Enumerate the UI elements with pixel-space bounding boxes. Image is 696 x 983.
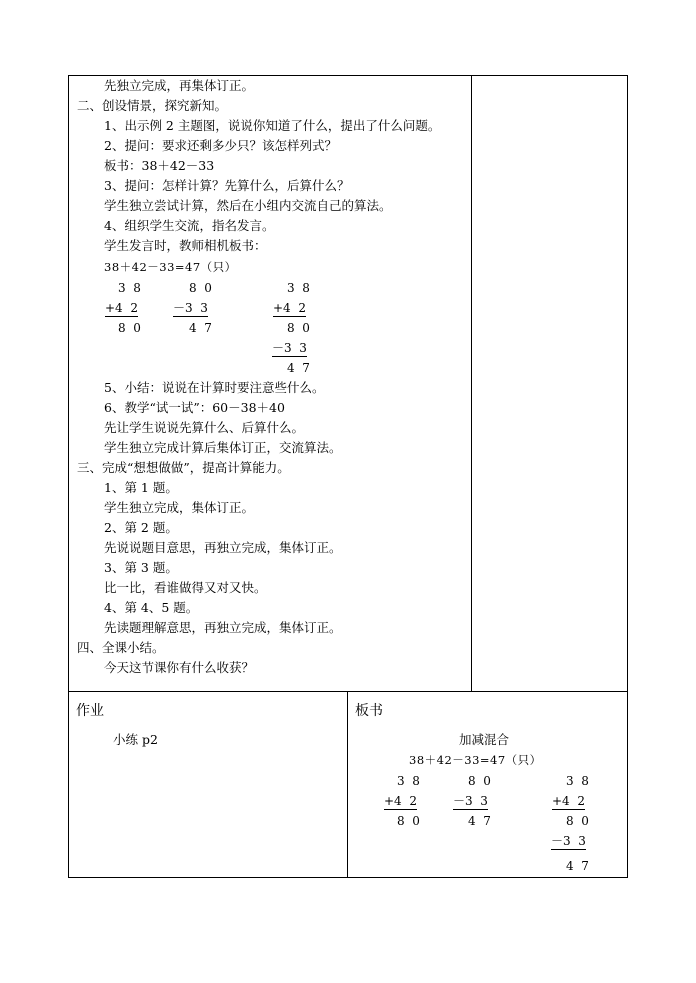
calc-row: +4 2 [384, 794, 417, 808]
board-equation: 38＋42－33=47（只） [409, 753, 542, 767]
table-border-right [627, 75, 628, 878]
lesson-line: 2、第 2 题。 [104, 520, 178, 535]
lesson-line: 先读题理解意思，再独立完成，集体订正。 [104, 620, 342, 635]
lesson-line: 4、第 4、5 题。 [104, 600, 199, 615]
lesson-line: 1、出示例 2 主题图，说说你知道了什么，提出了什么问题。 [104, 118, 441, 133]
lesson-line: 1、第 1 题。 [104, 480, 178, 495]
table-border-left [68, 75, 69, 878]
table-divider-upper-vertical [471, 75, 472, 692]
calc-row: 8 0 [468, 774, 491, 788]
calc-row: 8 0 [287, 321, 310, 335]
section-heading: 二、创设情景，探究新知。 [77, 98, 228, 113]
table-divider-lower-vertical [347, 691, 348, 878]
calc-row: －3 3 [272, 341, 307, 355]
lesson-line: 学生发言时，教师相机板书： [104, 238, 267, 253]
lesson-line: 3、提问：怎样计算？先算什么，后算什么？ [104, 178, 350, 193]
section-heading: 三、完成“想想做做”，提高计算能力。 [77, 460, 290, 475]
calc-row: 3 8 [397, 774, 420, 788]
calc-row: 4 7 [189, 321, 212, 335]
lesson-line: 板书：38＋42－33 [104, 158, 215, 173]
lesson-line: 先独立完成，再集体订正。 [104, 78, 255, 93]
lesson-line: 6、教学“试一试”：60－38＋40 [104, 400, 285, 415]
calc-row: 3 8 [566, 774, 589, 788]
lesson-line: 比一比，看谁做得又对又快。 [104, 580, 267, 595]
lesson-line: 3、第 3 题。 [104, 560, 178, 575]
lesson-line: 学生独立完成，集体订正。 [104, 500, 255, 515]
calc-row: 8 0 [189, 281, 212, 295]
lesson-line: 5、小结：说说在计算时要注意些什么。 [104, 380, 325, 395]
calc-row: 4 7 [566, 859, 589, 873]
calc-row: 3 8 [287, 281, 310, 295]
calc-row: 8 0 [566, 814, 589, 828]
lesson-line: 2、提问：要求还剩多少只？该怎样列式？ [104, 138, 337, 153]
lesson-line: 先让学生说说先算什么、后算什么。 [104, 420, 305, 435]
table-border-bottom [68, 877, 628, 878]
lesson-line: 学生独立尝试计算，然后在小组内交流自己的算法。 [104, 198, 392, 213]
lesson-equation: 38＋42－33=47（只） [104, 260, 237, 274]
calc-row: +4 2 [552, 794, 585, 808]
calc-row: 8 0 [118, 321, 141, 335]
homework-label: 作业 [76, 703, 104, 719]
calc-row: 8 0 [397, 814, 420, 828]
calc-row: 4 7 [468, 814, 491, 828]
board-label: 板书 [355, 703, 383, 719]
table-divider-horizontal [68, 691, 628, 692]
board-title: 加减混合 [459, 732, 510, 747]
lesson-line: 4、组织学生交流，指名发言。 [104, 218, 275, 233]
calc-row: +4 2 [273, 301, 306, 315]
lesson-line: 今天这节课你有什么收获？ [104, 660, 255, 675]
calc-row: 4 7 [287, 361, 310, 375]
lesson-line: 先说说题目意思，再独立完成，集体订正。 [104, 540, 342, 555]
calc-row: +4 2 [105, 301, 138, 315]
table-border-top [68, 75, 628, 76]
calc-row: －3 3 [453, 794, 488, 808]
calc-row: 3 8 [118, 281, 141, 295]
calc-row: －3 3 [173, 301, 208, 315]
section-heading: 四、全课小结。 [77, 640, 165, 655]
calc-row: －3 3 [551, 834, 586, 848]
homework-content: 小练 p2 [113, 732, 158, 747]
lesson-line: 学生独立完成计算后集体订正，交流算法。 [104, 440, 342, 455]
